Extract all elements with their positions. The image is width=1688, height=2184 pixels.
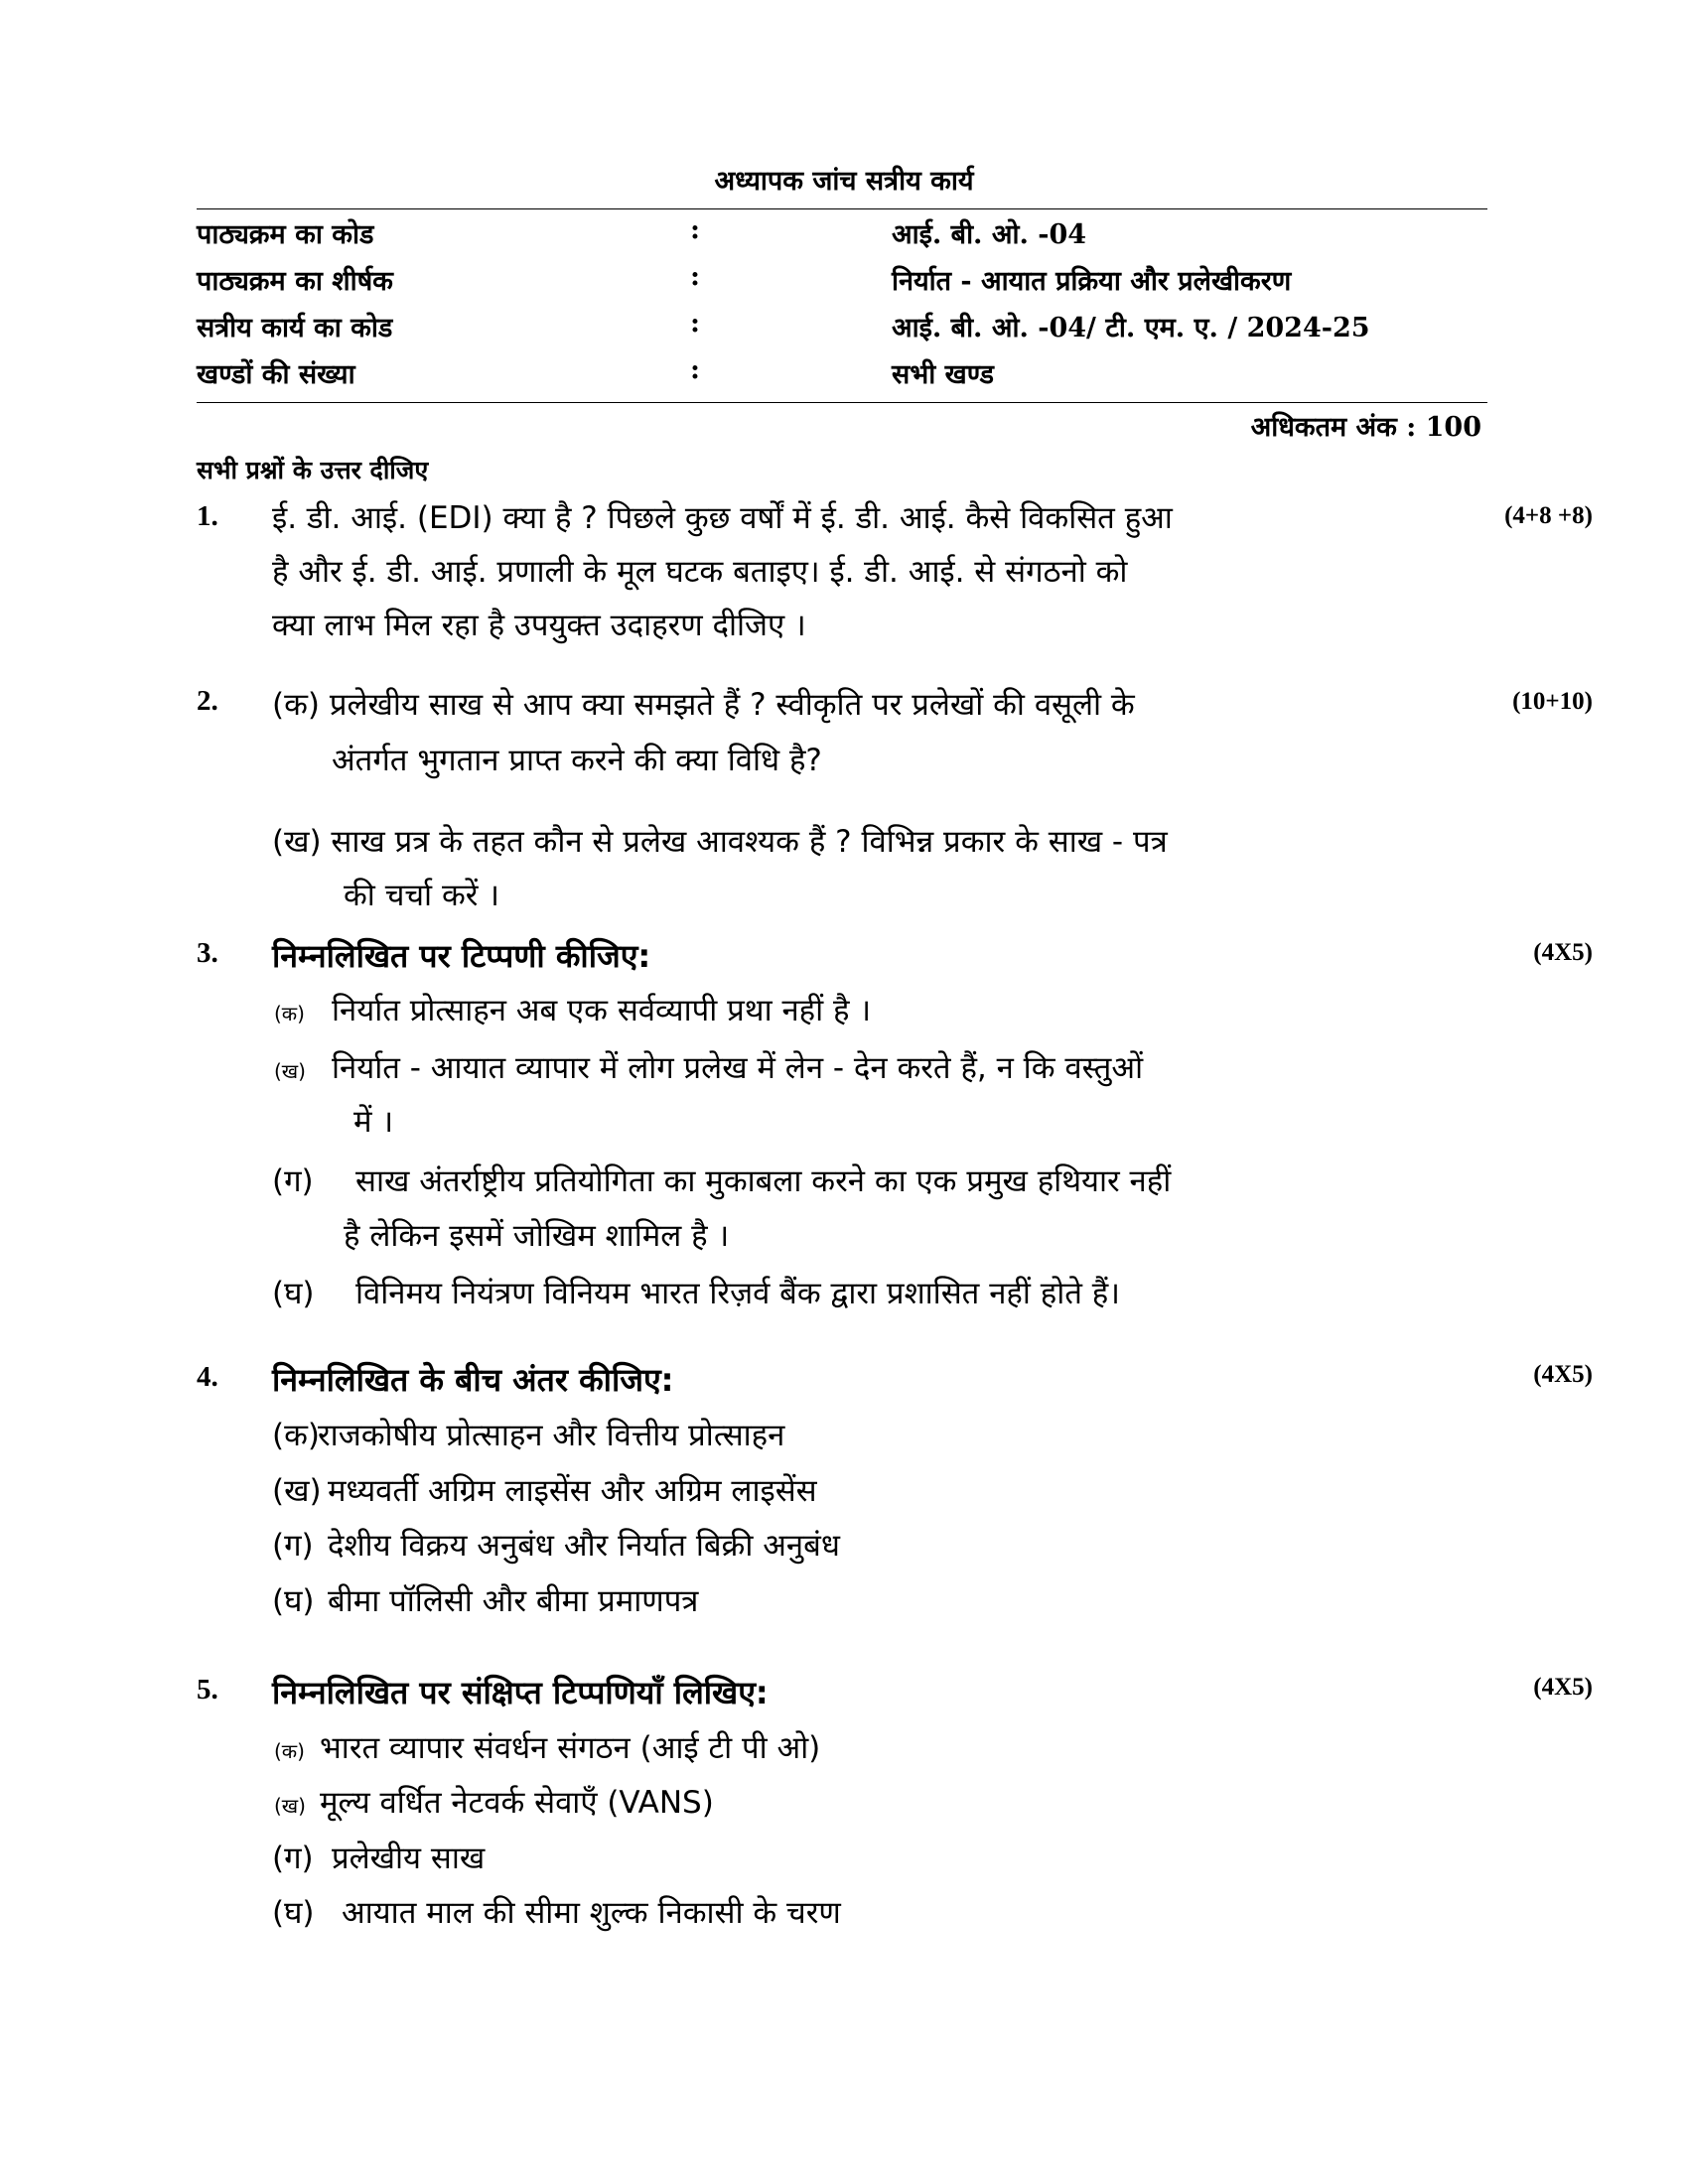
meta-value: निर्यात - आयात प्रक्रिया और प्रलेखीकरण [892,266,1292,297]
item-prefix: (ख) [274,1794,306,1818]
question-text: ई. डी. आई. (EDI) क्या है ? पिछले कुछ वर्षों में ई. डी. आई. कैसे विकसित हुआ [272,500,1173,536]
question-marks: (4+8 +8) [1504,502,1593,529]
meta-colon: : [690,308,700,339]
instruction-text: सभी प्रश्नों के उत्तर दीजिए [197,456,429,484]
meta-row-assignment-code [0,308,1688,353]
item-text: है लेकिन इसमें जोखिम शामिल है । [344,1218,730,1254]
meta-row-blocks [0,354,1688,400]
item-text: भारत व्यापार संवर्धन संगठन (आई टी पी ओ) [320,1730,821,1766]
meta-value: आई. बी. ओ. -04 [892,219,1087,250]
item-text: में । [353,1104,394,1140]
question-heading: निम्नलिखित के बीच अंतर कीजिए: [272,1361,674,1399]
item-prefix: (क) [274,1002,305,1025]
item-text: आयात माल की सीमा शुल्क निकासी के चरण [342,1895,841,1931]
item-prefix: (घ) [272,1583,315,1619]
meta-label: सत्रीय कार्य का कोड [197,313,393,343]
item-text: निर्यात - आयात व्यापार में लोग प्रलेख में लेन - देन करते हैं, न कि वस्तुओं [332,1050,1144,1086]
item-text: मध्यवर्ती अग्रिम लाइसेंस और अग्रिम लाइसेंस [328,1473,817,1509]
item-text: देशीय विक्रय अनुबंध और निर्यात बिक्री अनुबंध [328,1528,840,1564]
meta-label: पाठ्यक्रम का शीर्षक [197,266,393,297]
meta-row-course-title [0,261,1688,307]
meta-label: पाठ्यक्रम का कोड [197,219,374,250]
item-prefix: (घ) [272,1276,315,1311]
question-text: क्या लाभ मिल रहा है उपयुक्त उदाहरण दीजिए । [272,608,806,643]
question-text: है और ई. डी. आई. प्रणाली के मूल घटक बताइए। ई. डी. आई. से संगठनो को [272,554,1128,590]
question-number: 2. [197,685,218,717]
meta-colon: : [690,214,700,245]
question-number: 1. [197,500,218,532]
question-text: की चर्चा करें । [344,878,500,913]
maximum-marks: अधिकतम अंक : 100 [1250,412,1481,443]
meta-colon: : [690,261,700,292]
question-number: 3. [197,937,218,969]
question-heading: निम्नलिखित पर संक्षिप्त टिप्पणियाँ लिखिए: [272,1674,769,1711]
question-marks: (4X5) [1533,939,1593,966]
item-prefix: (ख) [274,1059,306,1083]
question-marks: (10+10) [1512,688,1593,715]
item-prefix: (क) [272,1418,320,1453]
item-prefix: (ख) [272,1473,322,1509]
item-prefix: (घ) [272,1895,315,1931]
item-prefix: (ग) [272,1841,314,1876]
question-number: 5. [197,1674,218,1706]
item-text: मूल्य वर्धित नेटवर्क सेवाएँ (VANS) [320,1785,714,1821]
item-text: राजकोषीय प्रोत्साहन और वित्तीय प्रोत्साहन [318,1418,785,1453]
document-title: अध्यापक जांच सत्रीय कार्य [714,166,974,197]
item-text: साख अंतर्राष्ट्रीय प्रतियोगिता का मुकाबला करने का एक प्रमुख हथियार नहीं [355,1163,1172,1199]
question-text: (ख) साख प्रत्र के तहत कौन से प्रलेख आवश्यक हैं ? विभिन्न प्रकार के साख - पत्र [272,824,1168,860]
item-text: प्रलेखीय साख [332,1841,486,1876]
question-marks: (4X5) [1533,1361,1593,1388]
header-bottom-rule [197,402,1487,403]
meta-value: आई. बी. ओ. -04/ टी. एम. ए. / 2024-25 [892,313,1370,343]
question-text: (क) प्रलेखीय साख से आप क्या समझते हैं ? स्वीकृति पर प्रलेखों की वसूली के [272,687,1135,723]
question-heading: निम्नलिखित पर टिप्पणी कीजिए: [272,937,651,975]
item-text: विनिमय नियंत्रण विनियम भारत रिज़र्व बैंक द्वारा प्रशासित नहीं होते हैं। [355,1276,1120,1311]
question-text: अंतर्गत भुगतान प्राप्त करने की क्या विधि है? [332,743,822,778]
meta-label: खण्डों की संख्या [197,359,355,390]
item-prefix: (ग) [272,1528,314,1564]
item-text: बीमा पॉलिसी और बीमा प्रमाणपत्र [328,1583,699,1619]
header-top-rule [197,208,1487,209]
meta-colon: : [690,354,700,385]
item-prefix: (ग) [272,1163,314,1199]
meta-value: सभी खण्ड [892,359,994,390]
question-number: 4. [197,1361,218,1393]
question-marks: (4X5) [1533,1674,1593,1701]
item-text: निर्यात प्रोत्साहन अब एक सर्वव्यापी प्रथा नहीं है । [332,993,872,1028]
meta-row-course-code [0,214,1688,260]
item-prefix: (क) [274,1739,305,1763]
